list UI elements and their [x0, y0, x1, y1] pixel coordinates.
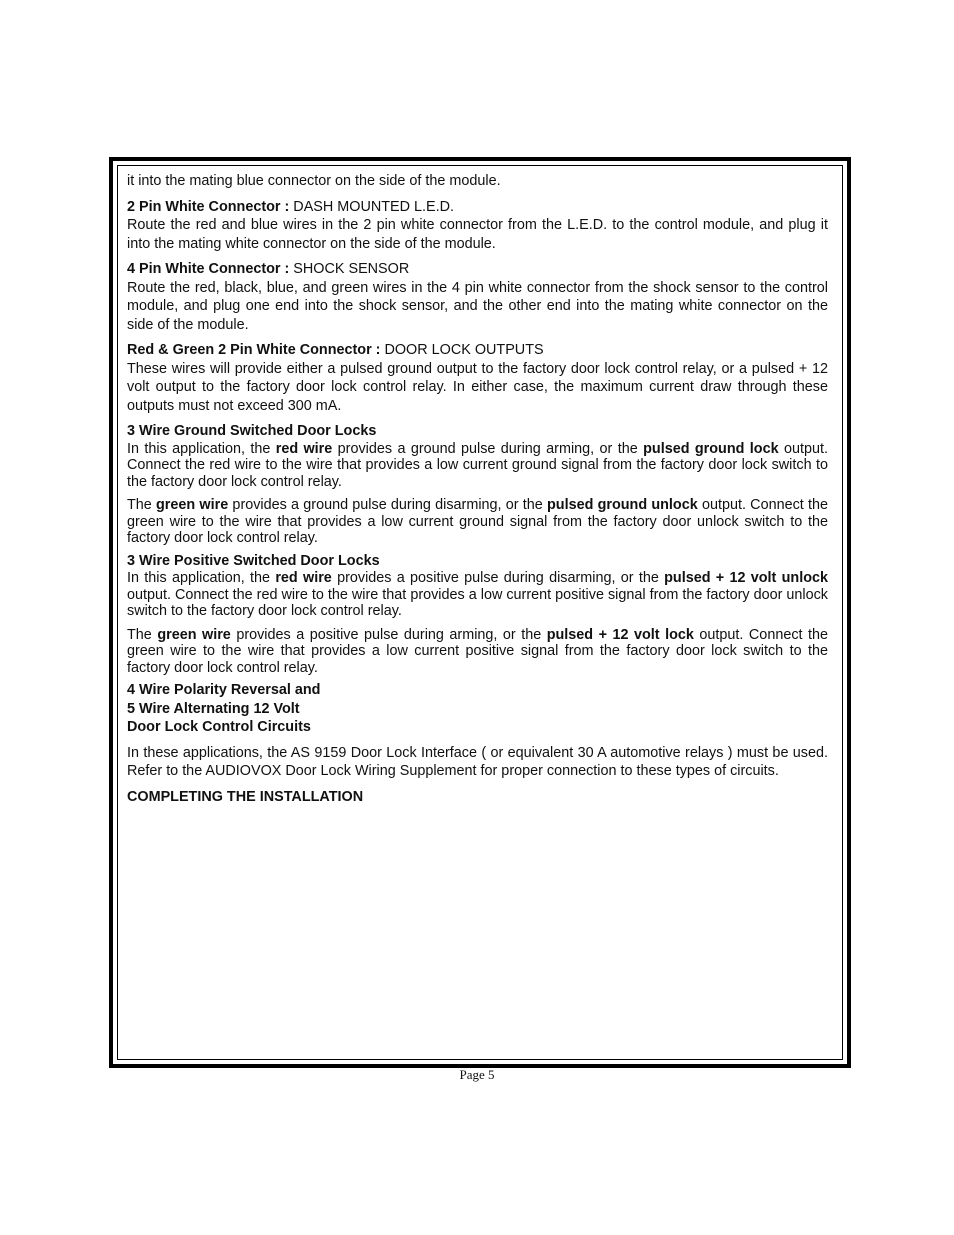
bold-term: green wire [156, 497, 229, 513]
polarity-heading-line-2: 5 Wire Alternating 12 Volt [127, 700, 300, 717]
bold-term: pulsed + 12 volt unlock [664, 570, 828, 586]
bold-term: red wire [275, 440, 333, 457]
text-run: output. Connect the red wire to the wire that provides a low current positive signal from the factory door unlock switch to the factory door lock control relay. [127, 586, 828, 619]
text-run: provides a ground pulse during arming, or the [332, 440, 644, 457]
text-run: provides a positive pulse during arming, or the [230, 626, 547, 643]
text-run: output. Connect the red wire to the wire that provides a low current ground signal from the factory door lock switch to the factory door lock control relay. [127, 440, 828, 490]
bold-term: pulsed ground unlock [546, 497, 698, 513]
shock-connector-value: SHOCK SENSOR [293, 261, 410, 277]
text-run: In this application, the [127, 570, 276, 586]
polarity-heading-line-3: Door Lock Control Circuits [127, 719, 311, 735]
doorlock-connector-heading [127, 341, 828, 360]
led-connector-body: Route the red and blue wires in the 2 pin white connector from the L.E.D. to the control module, and plug it into the mating white connector on the side of the module. [127, 217, 828, 252]
bold-term: pulsed ground lock [643, 440, 779, 457]
led-connector-value: DASH MOUNTED L.E.D. [293, 198, 455, 215]
doorlock-connector-body: These wires will provide either a pulsed ground output to the factory door lock control relay, or a pulsed + 12 volt output to the factory door lock control relay. In either case, the maximum current draw through these outputs must not exceed 300 mA. [127, 360, 828, 414]
text-run: The [127, 497, 157, 513]
text-run: output. Connect the green wire to the wire that provides a low current ground signal from the factory door unlock switch to the factory door lock control relay. [127, 497, 829, 546]
doorlock-connector-value: DOOR LOCK OUTPUTS [384, 342, 544, 358]
ground-switched-heading: 3 Wire Ground Switched Door Locks [127, 423, 377, 439]
text-run: In this application, the [127, 440, 276, 457]
text-run: provides a ground pulse during disarming, or the [228, 497, 547, 513]
positive-switched-heading: 3 Wire Positive Switched Door Locks [127, 552, 380, 569]
text-run: The [127, 626, 158, 643]
shock-connector-label: 4 Pin White Connector : [127, 261, 290, 277]
shock-connector-heading [127, 260, 828, 279]
completing-installation-heading: COMPLETING THE INSTALLATION [127, 788, 364, 805]
polarity-body: In these applications, the AS 9159 Door Lock Interface ( or equivalent 30 A automotive relays ) must be used. Refer to the AUDIOVOX Door Lock Wiring Supplement for proper connection to these types of circuits. [127, 744, 828, 779]
page-number: Page 5 [459, 1067, 495, 1082]
document-body [127, 172, 828, 806]
ground-switched-paragraph-1 [127, 441, 828, 491]
bold-term: green wire [157, 626, 231, 643]
ground-switched-paragraph-2 [127, 497, 828, 547]
bold-term: red wire [275, 570, 332, 586]
positive-switched-paragraph-2 [127, 627, 828, 677]
shock-connector-body: Route the red, black, blue, and green wires in the 4 pin white connector from the shock sensor to the control module, and plug one end into the shock sensor, and the other end into the mating white connector on the side of the module. [127, 279, 828, 333]
doorlock-connector-label: Red & Green 2 Pin White Connector : [127, 342, 381, 358]
positive-switched-paragraph-1 [127, 570, 828, 620]
intro-paragraph: it into the mating blue connector on the side of the module. [127, 173, 501, 189]
polarity-heading-line-1: 4 Wire Polarity Reversal and [127, 682, 321, 698]
bold-term: pulsed + 12 volt lock [546, 626, 694, 643]
text-run: output. Connect the green wire to the wire that provides a low current positive signal from the factory door lock switch to the factory door lock control relay. [127, 626, 829, 676]
led-connector-heading [127, 198, 828, 217]
led-connector-label: 2 Pin White Connector : [127, 198, 290, 215]
text-run: provides a positive pulse during disarming, or the [331, 570, 665, 586]
